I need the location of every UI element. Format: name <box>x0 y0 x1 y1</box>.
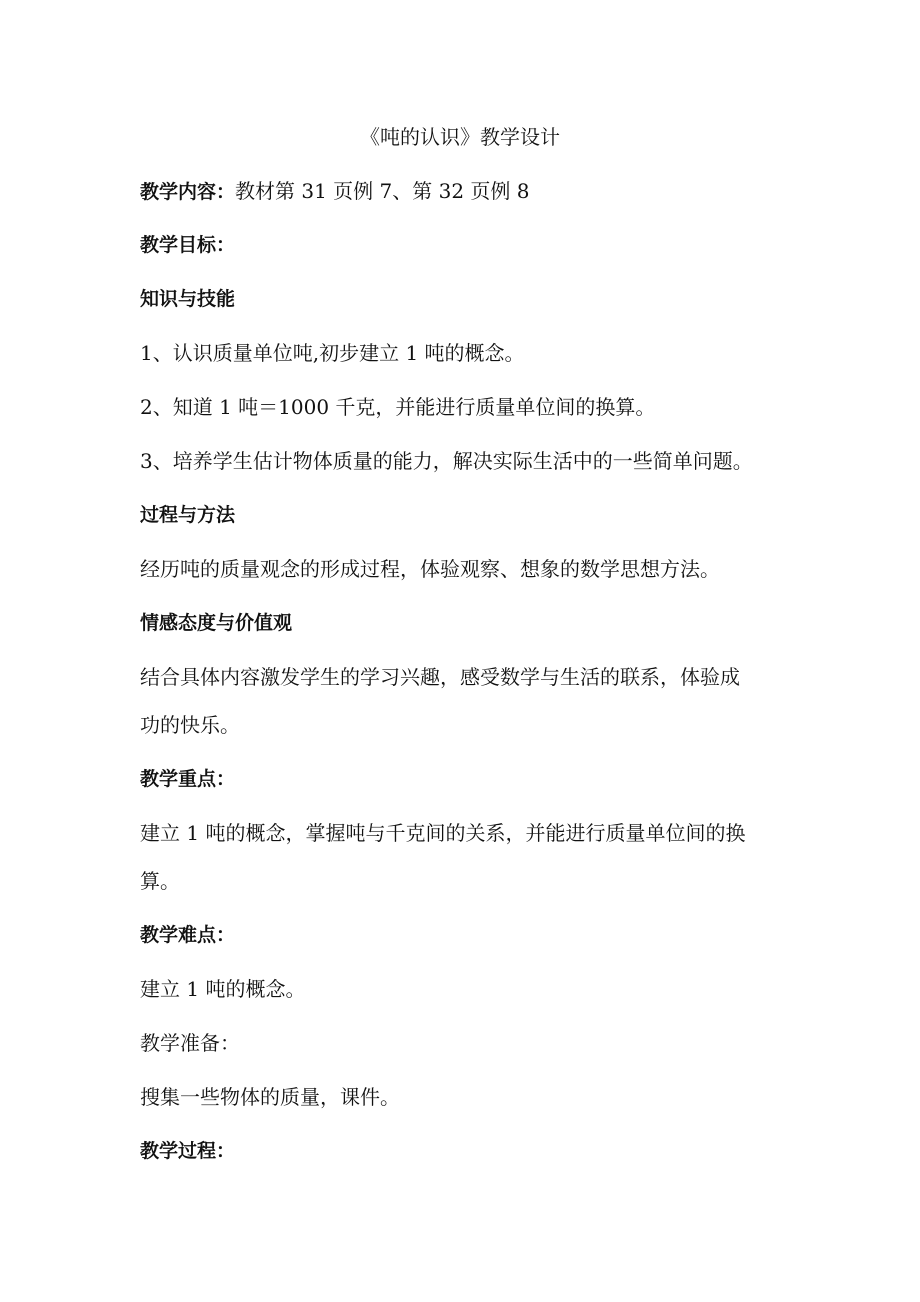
emotion-text-line: 结合具体内容激发学生的学习兴趣，感受数学与生活的联系，体验成 <box>140 665 740 689</box>
teaching-content-text: 教材第 31 页例 7、第 32 页例 8 <box>235 179 530 203</box>
document-title: 《吨的认识》教学设计 <box>360 125 560 149</box>
key-points-heading: 教学重点： <box>140 768 236 790</box>
process-heading: 过程与方法 <box>140 504 236 526</box>
knowledge-item: 1、认识质量单位吨,初步建立 1 吨的概念。 <box>140 341 525 365</box>
procedure-heading: 教学过程： <box>140 1140 236 1162</box>
key-points-line: 算。 <box>140 869 180 893</box>
process-text: 经历吨的质量观念的形成过程，体验观察、想象的数学思想方法。 <box>140 557 720 581</box>
knowledge-heading: 知识与技能 <box>140 288 236 310</box>
knowledge-item: 3、培养学生估计物体质量的能力，解决实际生活中的一些简单问题。 <box>140 449 753 473</box>
teaching-content-label: 教学内容： <box>140 181 236 203</box>
emotion-heading: 情感态度与价值观 <box>140 612 293 634</box>
knowledge-item: 2、知道 1 吨＝1000 千克，并能进行质量单位间的换算。 <box>140 395 656 419</box>
teaching-content <box>140 176 800 207</box>
preparation-heading: 教学准备： <box>140 1031 240 1055</box>
emotion-text-line: 功的快乐。 <box>140 713 240 737</box>
difficulties-text: 建立 1 吨的概念。 <box>140 977 306 1001</box>
objectives-heading: 教学目标： <box>140 234 236 256</box>
preparation-text: 搜集一些物体的质量，课件。 <box>140 1085 400 1109</box>
difficulties-heading: 教学难点： <box>140 924 236 946</box>
key-points-line: 建立 1 吨的概念，掌握吨与千克间的关系，并能进行质量单位间的换 <box>140 821 746 845</box>
